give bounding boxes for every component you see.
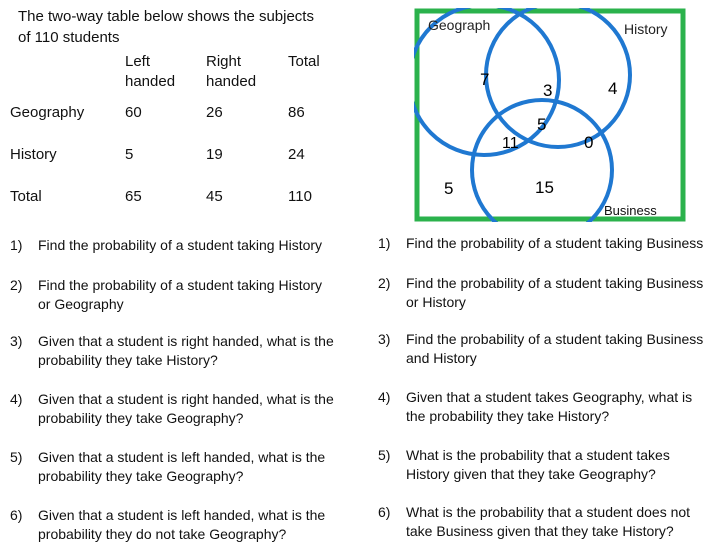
question-right-2: 2) Find the probability of a student taking Business or History — [378, 275, 704, 310]
table-cell: 26 — [206, 104, 223, 121]
header-cell-total: Total — [288, 53, 320, 70]
venn-region-history-business: 0 — [584, 133, 594, 152]
question-left-1: 1) Find the probability of a student taking History — [10, 237, 323, 253]
table-row — [10, 146, 368, 188]
table-cell: 65 — [125, 188, 142, 205]
intro-line-1: The two-way table below shows the subjects — [18, 8, 314, 25]
question-left-4: 4) Given that a student is right handed, what is the probability they take Geography? — [10, 391, 334, 426]
table-cell: 19 — [206, 146, 223, 163]
question-right-1: 1) Find the probability of a student taking Business — [378, 235, 704, 251]
question-left-2: 2) Find the probability of a student taking History or Geography — [10, 277, 323, 312]
table-cell: 24 — [288, 146, 305, 163]
header-cell-left-handed: Left handed — [125, 53, 176, 90]
table-row — [10, 104, 368, 146]
row-label: History — [10, 146, 57, 163]
table-cell: 110 — [288, 188, 312, 205]
venn-region-history-only: 4 — [608, 79, 618, 98]
question-left-5: 5) Given that a student is left handed, what is the probability they take Geography? — [10, 449, 326, 484]
intro-line-2: of 110 students — [18, 29, 120, 46]
row-label: Geography — [10, 104, 85, 121]
venn-label-business: Business — [604, 203, 657, 218]
venn-region-geography-only: 7 — [480, 70, 490, 89]
question-left-3: 3) Given that a student is right handed, what is the probability they take History? — [10, 333, 334, 368]
venn-region-geography-business: 11 — [502, 135, 519, 152]
table-header-row — [10, 52, 368, 104]
venn-region-all-three: 5 — [537, 115, 547, 134]
venn-region-outside: 5 — [444, 179, 454, 198]
two-way-table — [10, 52, 368, 230]
table-row — [10, 188, 368, 230]
question-right-3: 3) Find the probability of a student taking Business and History — [378, 331, 704, 366]
venn-region-geography-history: 3 — [543, 81, 553, 100]
header-cell-right-handed: Right handed — [206, 53, 257, 90]
venn-region-business-only: 15 — [535, 178, 554, 197]
header-cell-corner — [10, 52, 125, 104]
row-label: Total — [10, 188, 42, 205]
table-cell: 5 — [125, 146, 134, 163]
table-cell: 86 — [288, 104, 305, 121]
table-cell: 45 — [206, 188, 223, 205]
question-right-6: 6) What is the probability that a student does not take Business given that they take History? — [378, 504, 691, 539]
venn-diagram — [414, 8, 686, 222]
question-left-6: 6) Given that a student is left handed, what is the probability they do not take Geography? — [10, 507, 326, 542]
intro-text — [18, 6, 358, 48]
venn-label-geography: Geograph — [428, 17, 491, 33]
question-right-4: 4) Given that a student takes Geography, what is the probability they take History? — [378, 389, 693, 424]
venn-label-history: History — [624, 21, 668, 37]
question-right-5: 5) What is the probability that a student takes History given that they take Geography? — [378, 447, 670, 482]
table-cell: 60 — [125, 104, 142, 121]
